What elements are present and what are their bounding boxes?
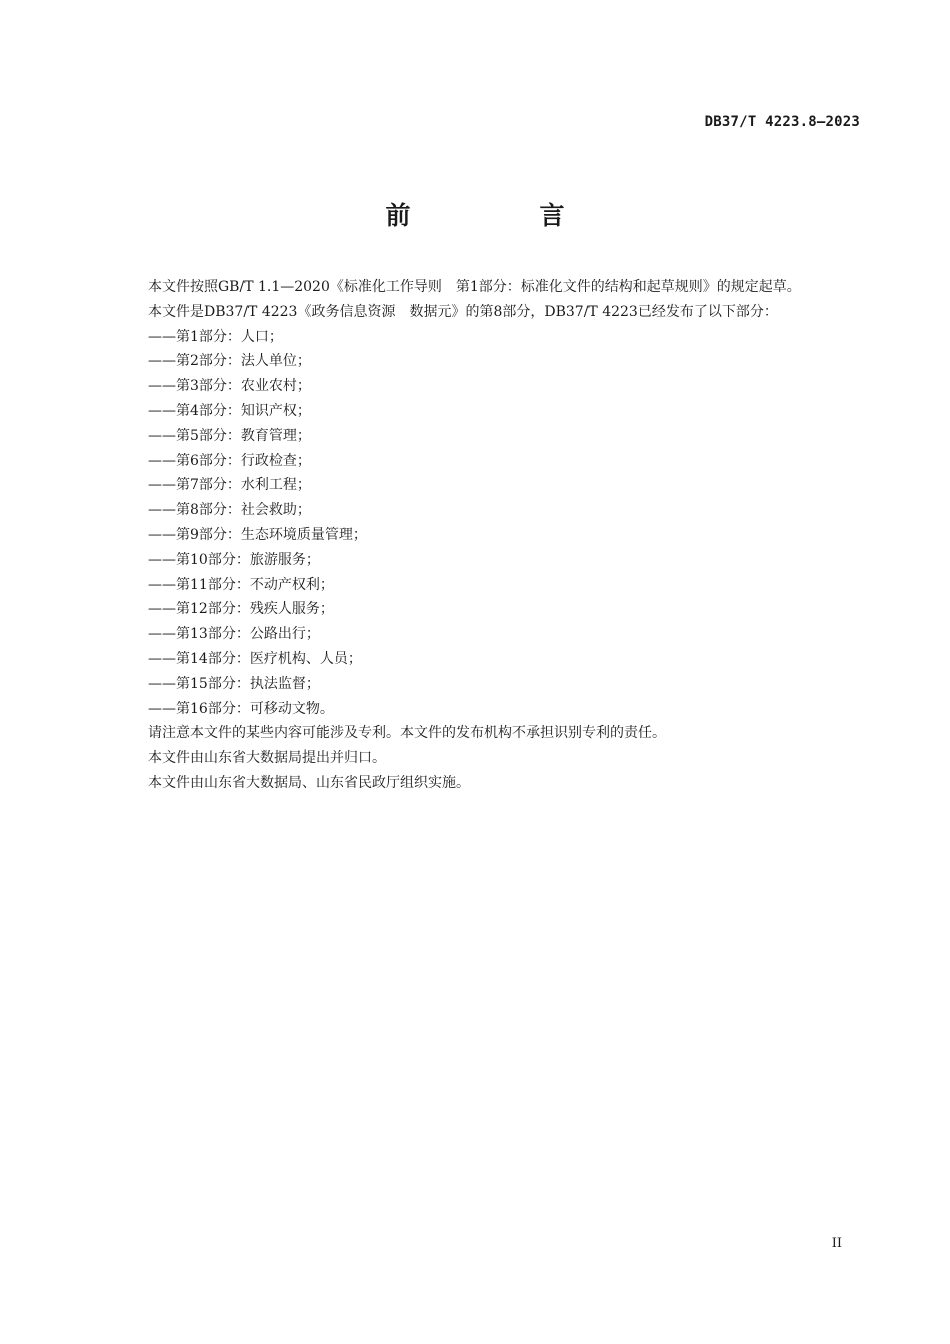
- list-item: ——第11部分：不动产权利；: [148, 576, 334, 593]
- preface-body: [113, 275, 861, 796]
- list-item: ——第14部分：医疗机构、人员；: [148, 650, 362, 667]
- parts-list: [113, 325, 861, 722]
- list-item: ——第16部分：可移动文物。: [148, 700, 334, 717]
- list-item: ——第1部分：人口；: [148, 328, 283, 345]
- paragraph-implementer: 本文件由山东省大数据局、山东省民政厅组织实施。: [148, 774, 470, 791]
- list-item: ——第4部分：知识产权；: [148, 402, 311, 419]
- page-title: 前 言: [385, 201, 617, 230]
- list-item: ——第15部分：执法监督；: [148, 675, 320, 692]
- list-item: ——第5部分：教育管理；: [148, 427, 311, 444]
- document-code: DB37/T 4223.8—2023: [704, 114, 860, 130]
- list-item: ——第9部分：生态环境质量管理；: [148, 526, 367, 543]
- list-item: ——第3部分：农业农村；: [148, 378, 311, 395]
- list-item: ——第13部分：公路出行；: [148, 626, 320, 643]
- list-item: ——第10部分：旅游服务；: [148, 551, 320, 568]
- paragraph-series-info: 本文件是DB37/T 4223《政务信息资源 数据元》的第8部分，DB37/T 4223已经发布了以下部分：: [148, 303, 778, 320]
- list-item: ——第2部分：法人单位；: [148, 353, 311, 370]
- paragraph-proposer: 本文件由山东省大数据局提出并归口。: [148, 750, 386, 767]
- paragraph-patent-notice: 请注意本文件的某些内容可能涉及专利。本文件的发布机构不承担识别专利的责任。: [148, 725, 666, 742]
- page-number: II: [831, 1236, 842, 1251]
- paragraph-drafting-basis: 本文件按照GB/T 1.1—2020《标准化工作导则 第1部分：标准化文件的结构和起草规则》的规定起草。: [148, 279, 801, 295]
- list-item: ——第12部分：残疾人服务；: [148, 601, 334, 618]
- list-item: ——第8部分：社会救助；: [148, 502, 311, 519]
- list-item: ——第7部分：水利工程；: [148, 477, 311, 494]
- list-item: ——第6部分：行政检查；: [148, 452, 311, 469]
